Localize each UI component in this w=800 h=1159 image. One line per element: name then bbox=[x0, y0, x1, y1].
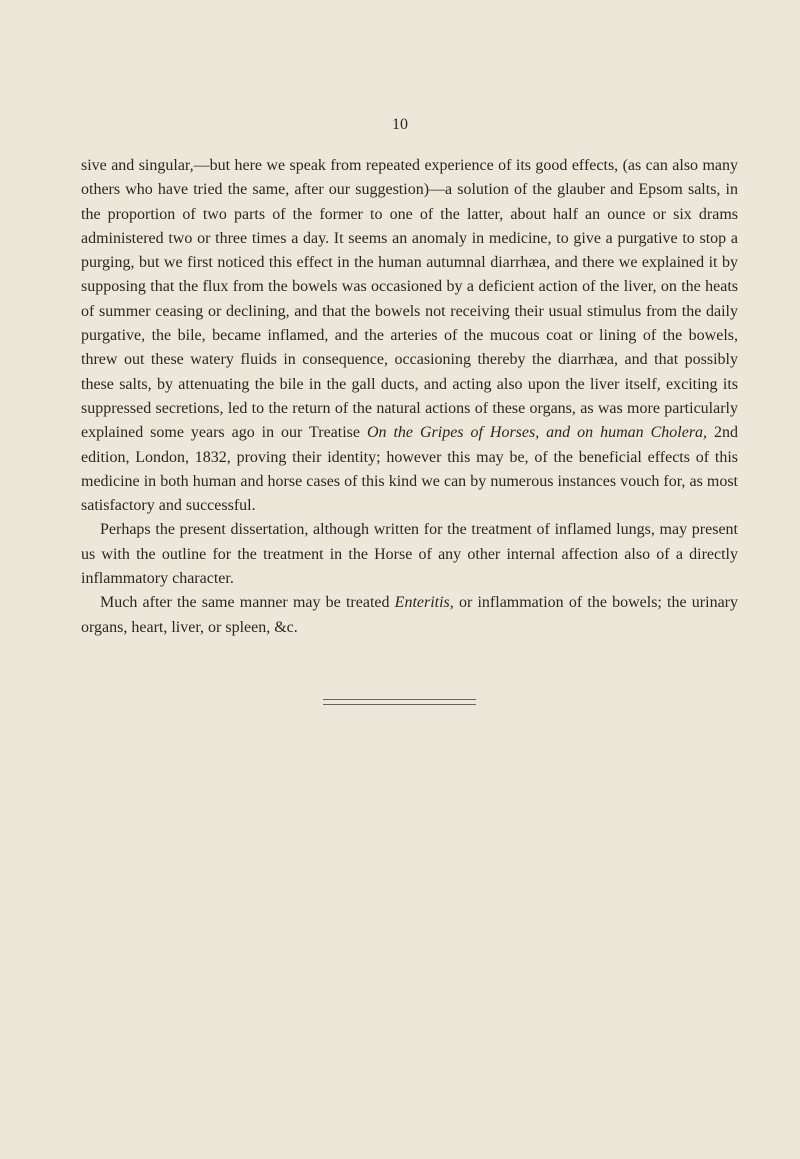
paragraph-1-text: sive and singular,—but here we speak from repeated experience of its good effects, (as can also many others who have tried the same, after our suggestion)—a solution of the glauber and Epsom salts, in the proportion of two parts of the former to one of the latter, about half an ounce or six drams administered two or three times a day. It seems an anomaly in medicine, to give a purgative to stop a purging, but we first noticed this effect in the human autumnal diarrhæa, and there we explained it by supposing that the flux from the bowels was occasioned by a deficient action of the liver, on the heats of summer ceasing or declining, and that the bowels not receiving their usual stimulus from the daily purgative, the bile, became inflamed, and the arteries of the mucous coat or lining of the bowels, threw out these watery fluids in consequence, occasioning thereby the diarrhæa, and that possibly these salts, by attenuating the bile in the gall ducts, and acting also upon the liver itself, exciting its suppressed secretions, led to the return of the natural actions of these organs, as was more particularly explained some years ago in our Treatise bbox=[81, 157, 738, 442]
paragraph-3-continuation: or inflammation of the bowels; the urinary organs, heart, liver, or spleen, &c. bbox=[81, 594, 738, 636]
paragraph-2: Perhaps the present dissertation, although written for the treatment of inflamed lungs, may present us with the outline for the treatment in the Horse of any other internal affection also of a directly inflammatory character. bbox=[81, 521, 738, 588]
enteritis-term: Enteritis, bbox=[394, 594, 454, 612]
treatise-title: On the Gripes of Horses, and on human Cholera, bbox=[366, 424, 708, 442]
body-text bbox=[81, 154, 738, 640]
paragraph-1 bbox=[81, 154, 738, 518]
paragraph-1-continuation: 2nd edition, London, 1832, proving their identity; however this may be, of the beneficial effects of this medicine in both human and horse cases of this kind we can by numerous instances vouch for, as most satisfactory and successful. bbox=[81, 424, 739, 515]
paragraph-3 bbox=[81, 591, 738, 640]
paragraph-3-text: Much after the same manner may be treated bbox=[100, 594, 395, 612]
page-number: 10 bbox=[392, 116, 408, 133]
section-end-rule bbox=[323, 699, 476, 705]
